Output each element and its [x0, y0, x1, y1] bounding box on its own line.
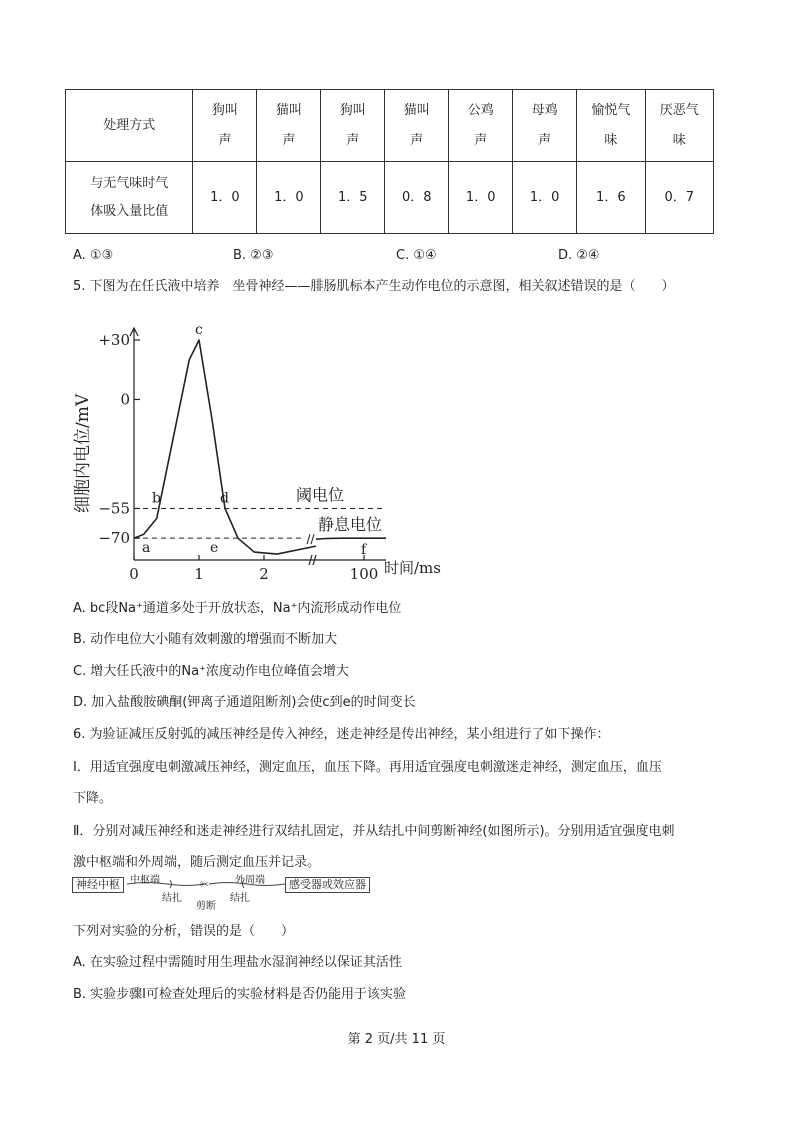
nerve-center-box: 神经中枢	[72, 877, 124, 893]
y-tick-label: −55	[98, 499, 130, 518]
page-footer: 第 2 页/共 11 页	[347, 1032, 446, 1047]
cut-label: 剪断	[196, 901, 216, 912]
table-column-header: 猫叫声	[257, 90, 321, 162]
table-column-header: 狗叫声	[193, 90, 257, 162]
q6-step2-line1: Ⅱ．分别对减压神经和迷走神经进行双结扎固定，并从结扎中间剪断神经(如图所示)。分别用适宜强度电刺	[73, 824, 675, 839]
x-tick-label: 100	[349, 565, 379, 583]
table-column-header: 狗叫声	[321, 90, 385, 162]
membrane-potential-curve-tail	[316, 538, 386, 539]
q5-option-a: A. bc段Na⁺通道多处于开放状态，Na⁺内流形成动作电位	[73, 601, 402, 616]
q6-question: 下列对实验的分析，错误的是（ ）	[73, 924, 295, 939]
q5-stem: 5. 下图为在任氏液中培养 坐骨神经——腓肠肌标本产生动作电位的示意图，相关叙述错误的是（ ）	[73, 279, 675, 294]
x-tick-label: 0	[129, 565, 139, 583]
point-label-f: f	[361, 542, 367, 559]
q6-option-a: A. 在实验过程中需随时用生理盐水湿润神经以保证其活性	[73, 955, 402, 970]
table-column-header: 猫叫声	[385, 90, 449, 162]
q5-option-d: D. 加入盐酸胺碘酮(钾离子通道阻断剂)会使c到e的时间变长	[73, 695, 416, 710]
x-tick-label: 1	[194, 565, 204, 583]
y-tick-label: −70	[98, 529, 130, 548]
q6-stem: 6. 为验证减压反射弧的减压神经是传入神经，迷走神经是传出神经，某小组进行了如下操作：	[73, 727, 610, 742]
peripheral-end-label: 外周端	[235, 875, 265, 886]
table-row-label: 与无气味时气体吸入量比值	[66, 162, 193, 234]
ligation-label-1: 结扎	[162, 893, 182, 904]
point-label-a: a	[142, 540, 151, 557]
table-cell: 1．0	[513, 162, 577, 234]
data-table	[65, 89, 714, 234]
point-label-c: c	[195, 322, 203, 338]
table-cell: 0．7	[645, 162, 713, 234]
svg-text:✂: ✂	[200, 878, 210, 891]
action-potential-chart	[66, 318, 456, 588]
y-tick-label: 0	[120, 390, 130, 409]
x-axis-label: 时间/ms	[384, 559, 441, 577]
q6-step2-line2: 激中枢端和外周端，随后测定血压并记录。	[73, 855, 321, 870]
curve-break	[307, 534, 310, 544]
point-label-b: b	[152, 490, 161, 507]
table-cell: 1．0	[193, 162, 257, 234]
receptor-effector-box: 感受器或效应器	[285, 877, 370, 893]
point-label-d: d	[220, 490, 229, 507]
nerve-ligation-diagram	[72, 870, 382, 910]
table-cell: 1．0	[449, 162, 513, 234]
threshold-label: 阈电位	[296, 485, 345, 505]
table-column-header: 公鸡声	[449, 90, 513, 162]
table-column-header: 厌恶气味	[645, 90, 713, 162]
q4-option-d: D. ②④	[558, 248, 600, 263]
q4-option-b: B. ②③	[233, 248, 274, 263]
q4-option-c: C. ①④	[396, 248, 437, 263]
y-tick-label: +30	[98, 331, 130, 349]
y-axis-label: 细胞内电位/mV	[73, 393, 93, 513]
table-cell: 1．6	[577, 162, 645, 234]
resting-label: 静息电位	[318, 515, 383, 535]
q6-step1-line2: 下降。	[73, 791, 113, 806]
q5-option-c: C. 增大任氏液中的Na⁺浓度动作电位峰值会增大	[73, 664, 349, 679]
central-end-label: 中枢端	[130, 875, 160, 886]
table-cell: 1．0	[257, 162, 321, 234]
q5-option-b: B. 动作电位大小随有效刺激的增强而不断加大	[73, 632, 338, 647]
membrane-potential-curve	[134, 340, 316, 557]
q4-option-a: A. ①③	[73, 248, 114, 263]
ligation-label-2: 结扎	[230, 893, 250, 904]
table-column-header: 母鸡声	[513, 90, 577, 162]
table-cell: 0．8	[385, 162, 449, 234]
point-label-e: e	[210, 540, 219, 557]
x-tick-label: 2	[259, 565, 269, 583]
table-header-label: 处理方式	[66, 90, 193, 162]
q6-step1-line1: Ⅰ．用适宜强度电刺激减压神经，测定血压，血压下降。再用适宜强度电刺激迷走神经，测定血压，血压	[73, 760, 662, 775]
curve-break	[311, 534, 314, 544]
q6-option-b: B. 实验步骤Ⅰ可检查处理后的实验材料是否仍能用于该实验	[73, 987, 407, 1002]
table-column-header: 愉悦气味	[577, 90, 645, 162]
table-cell: 1．5	[321, 162, 385, 234]
